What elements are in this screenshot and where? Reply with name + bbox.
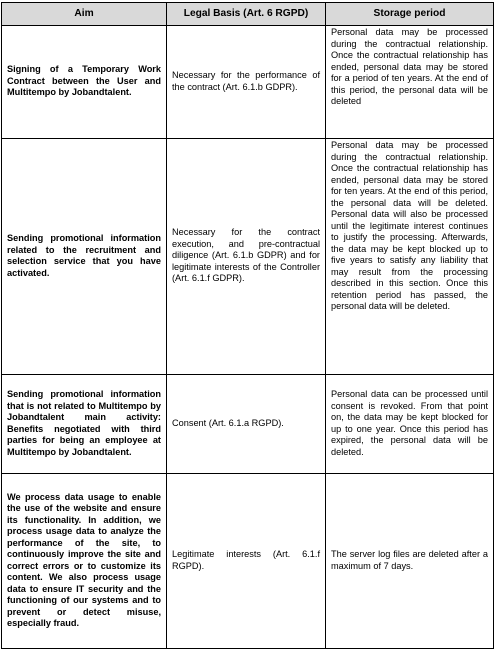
cell-aim: Sending promotional information that is not related to Multitempo by Jobandtalent main activity: Benefits negotiated with third parties for being an employee at Multitempo by Jobandtalent. xyxy=(2,375,167,474)
cell-legal-basis: Necessary for the performance of the contract (Art. 6.1.b GDPR). xyxy=(167,26,326,139)
cell-storage-period: Personal data may be processed during the contractual relationship. Once the contractual relationship has ended, personal data may be stored for ten years. At the end of this period, the personal data will be deleted. Personal data will also be processed until the legitimate interest continues to justify the processing. Afterwards, the data may be kept blocked up to five years to satisfy any liability that may result from the processing described in this section. Once this retention period has passed, the personal data will be deleted. xyxy=(326,139,494,375)
cell-storage-period: The server log files are deleted after a maximum of 7 days. xyxy=(326,474,494,649)
table-row xyxy=(2,26,494,139)
cell-aim: We process data usage to enable the use of the website and ensure its functionality. In addition, we process usage data to analyze the performance of the site, to continuously improve the site and correct errors or to customize its content. We also process usage data to ensure IT security and the functioning of our systems and to prevent or detect misuse, especially fraud. xyxy=(2,474,167,649)
cell-storage-period: Personal data can be processed until consent is revoked. From that point on, the data may be kept blocked for up to one year. Once this period has expired, the personal data will be deleted. xyxy=(326,375,494,474)
cell-legal-basis: Consent (Art. 6.1.a RGPD). xyxy=(167,375,326,474)
header-legal-basis: Legal Basis (Art. 6 RGPD) xyxy=(167,3,326,26)
cell-aim: Sending promotional information related to the recruitment and selection service that you have activated. xyxy=(2,139,167,375)
data-processing-table xyxy=(1,2,494,649)
table-row xyxy=(2,375,494,474)
cell-legal-basis: Legitimate interests (Art. 6.1.f RGPD). xyxy=(167,474,326,649)
cell-storage-period: Personal data may be processed during the contractual relationship. Once the contractual relationship has ended, personal data may be stored for a period of ten years. At the end of this period, the personal data will be deleted xyxy=(326,26,494,139)
cell-legal-basis: Necessary for the contract execution, and pre-contractual diligence (Art. 6.1.b GDPR) and for legitimate interests of the Controller (Art. 6.1.f GDPR). xyxy=(167,139,326,375)
table-row xyxy=(2,139,494,375)
header-aim: Aim xyxy=(2,3,167,26)
table-header-row xyxy=(2,3,494,26)
table-row xyxy=(2,474,494,649)
cell-aim: Signing of a Temporary Work Contract between the User and Multitempo by Jobandtalent. xyxy=(2,26,167,139)
header-storage-period: Storage period xyxy=(326,3,494,26)
